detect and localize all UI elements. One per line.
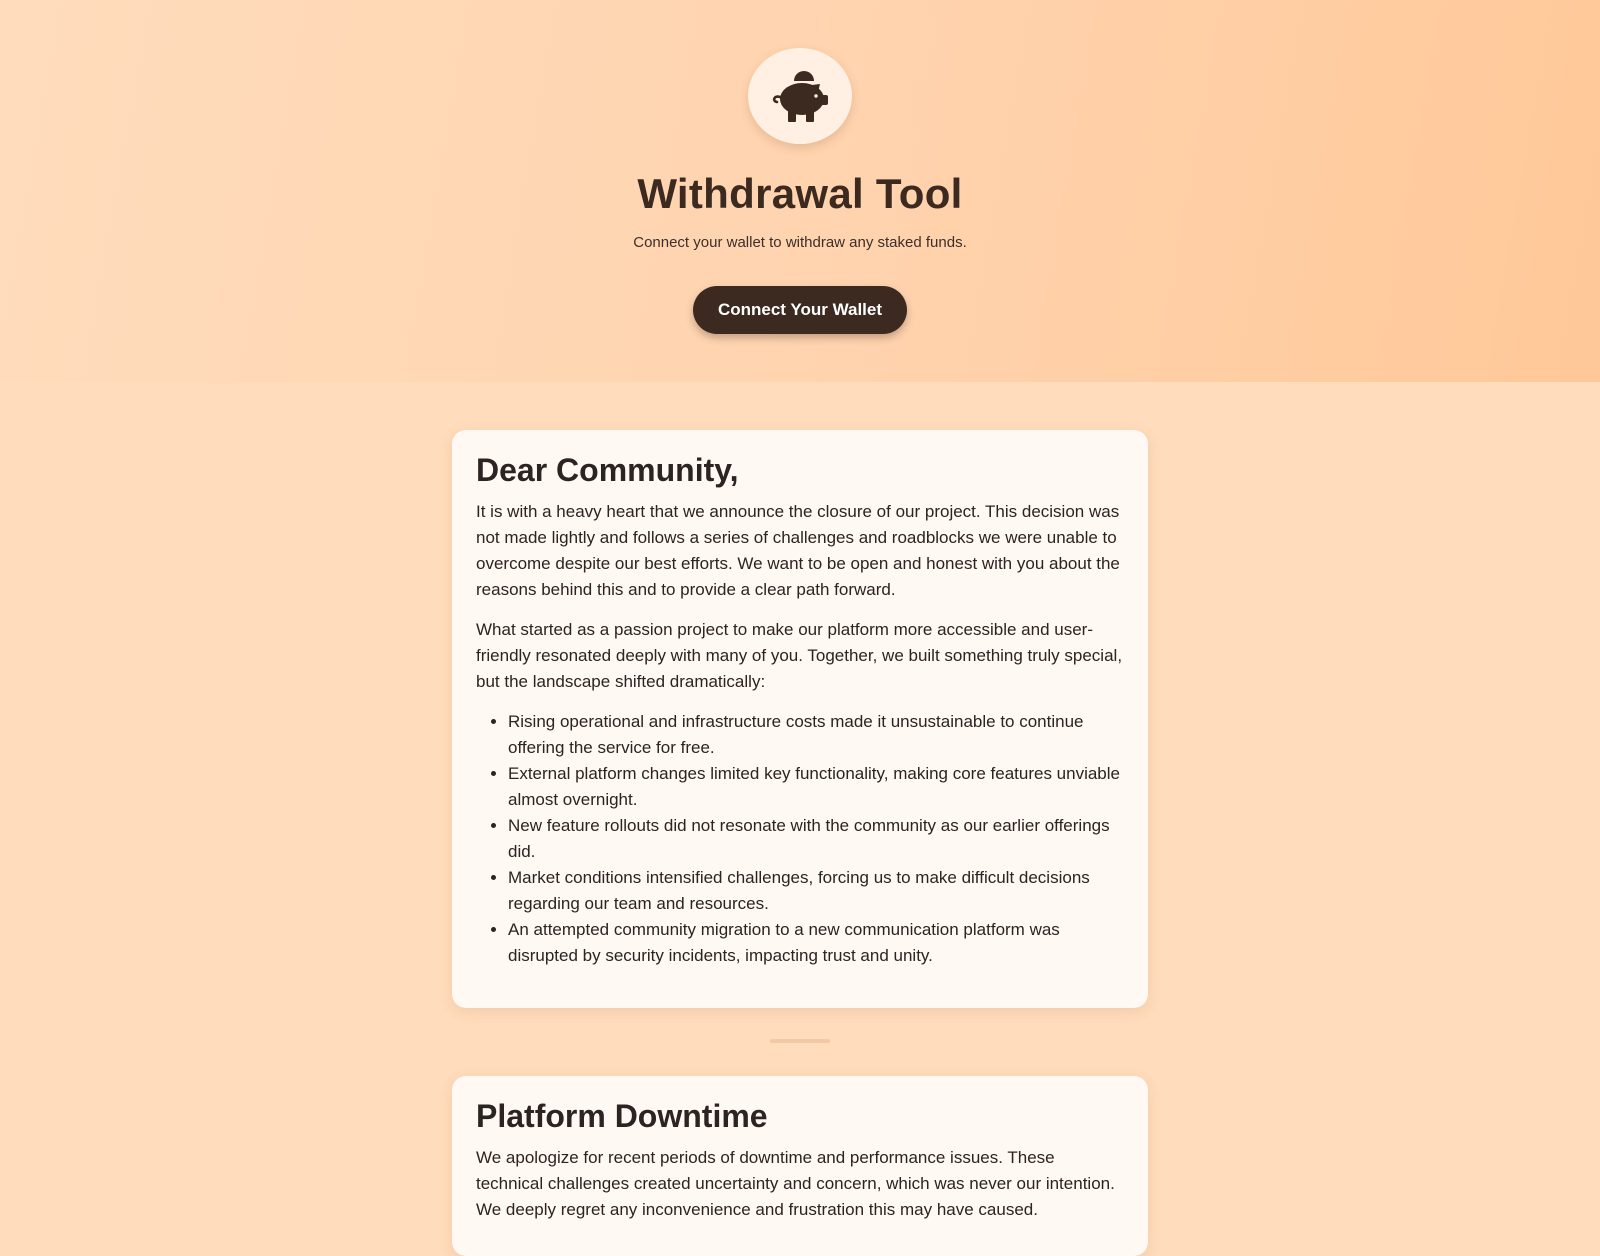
letter-paragraph: It is with a heavy heart that we announce the closure of our project. This decision was not made lightly and follows a series of challenges and roadblocks we were unable to overcome despite our best efforts. We want to be open and honest with you about the reasons behind this and to provide a clear path forward. bbox=[476, 502, 1120, 599]
piggy-bank-icon bbox=[762, 58, 838, 134]
list-item: • External platform changes limited key functionality, making core features unviable almost overnight. bbox=[508, 761, 1124, 813]
reasons-list bbox=[476, 709, 1124, 969]
logo bbox=[748, 48, 852, 144]
letter-heading: Dear Community, bbox=[476, 452, 739, 488]
downtime-card bbox=[452, 1076, 1148, 1256]
list-item: • Rising operational and infrastructure costs made it unsustainable to continue offering the service for free. bbox=[508, 709, 1124, 761]
downtime-paragraph: We apologize for recent periods of downtime and performance issues. These technical challenges created uncertainty and concern, which was never our intention. We deeply regret any inconvenience and frustration this may have caused. bbox=[476, 1148, 1115, 1219]
list-item: • New feature rollouts did not resonate with the community as our earlier offerings did. bbox=[508, 813, 1124, 865]
page-title: Withdrawal Tool bbox=[637, 170, 963, 217]
section-divider bbox=[770, 1039, 830, 1043]
letter-card bbox=[452, 430, 1148, 1008]
downtime-heading: Platform Downtime bbox=[476, 1098, 768, 1134]
page-subtitle: Connect your wallet to withdraw any staked funds. bbox=[633, 234, 967, 251]
list-item: • Market conditions intensified challenges, forcing us to make difficult decisions regarding our team and resources. bbox=[508, 865, 1124, 917]
hero-header bbox=[0, 0, 1600, 382]
connect-wallet-button[interactable]: Connect Your Wallet bbox=[693, 286, 907, 334]
main-content bbox=[0, 382, 1600, 1219]
list-item: • An attempted community migration to a new communication platform was disrupted by security incidents, impacting trust and unity. bbox=[508, 917, 1124, 969]
letter-paragraph: What started as a passion project to make our platform more accessible and user-friendly resonated deeply with many of you. Together, we built something truly special, but the landscape shifted dramatically: bbox=[476, 620, 1123, 691]
